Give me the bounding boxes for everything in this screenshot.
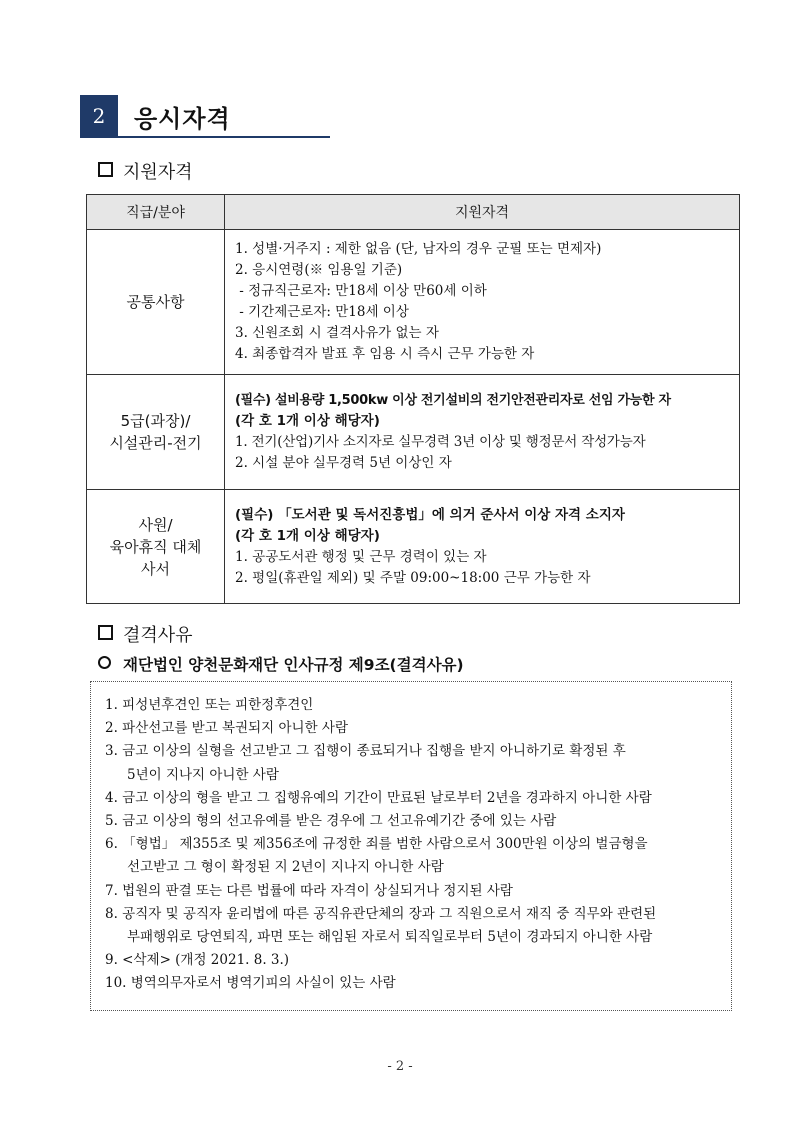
required-note: (각 호 1개 이상 해당자) <box>235 527 380 544</box>
row-qualifications: (필수) 설비용량 1,500kw 이상 전기설비의 전기안전관리자로 선임 가능한 자 (각 호 1개 이상 해당자) 1. 전기(산업)기사 소지자로 실무경력 3년 이상 및 행정문서 작성가능자 2. 시설 분야 실무경력 5년 이상인 자 <box>225 375 740 490</box>
section-underline <box>80 136 330 138</box>
page-number: - 2 - <box>387 1059 413 1074</box>
disqualification-subheading: 재단법인 양천문화재단 인사규정 제9조(결격사유) <box>98 653 464 675</box>
list-item: 1. 피성년후견인 또는 피한정후견인 <box>105 697 314 713</box>
row-category: 5급(과장)/ 시설관리-전기 <box>87 375 225 490</box>
list-item: 2. 파산선고를 받고 복권되지 아니한 사람 <box>105 720 348 737</box>
circle-bullet-icon <box>98 656 111 669</box>
table-header-row <box>87 195 740 230</box>
list-item-continuation: 부패행위로 당연퇴직, 파면 또는 해임된 자로서 퇴직일로부터 5년이 경과되지 아니한 사람 <box>127 929 653 946</box>
table-row <box>87 230 740 375</box>
list-item: 7. 법원의 판결 또는 다른 법률에 따라 자격이 상실되거나 정지된 사람 <box>105 882 513 899</box>
checkbox-square-icon <box>98 162 113 177</box>
list-item: 4. 금고 이상의 형을 받고 그 집행유예의 기간이 만료된 날로부터 2년을 경과하지 아니한 사람 <box>105 789 652 806</box>
qualifications-heading: 지원자격 <box>98 158 193 184</box>
disqualification-heading: 결격사유 <box>98 621 193 647</box>
list-item: 10. 병역의무자로서 병역기피의 사실이 있는 사람 <box>105 975 396 992</box>
table-row <box>87 375 740 490</box>
disqualification-list <box>90 681 732 1011</box>
list-item: 5. 금고 이상의 형의 선고유예를 받은 경우에 그 선고유예기간 중에 있는 사람 <box>105 813 557 830</box>
list-item: 9. <삭제> (개정 2021. 8. 3.) <box>105 952 290 969</box>
list-item-continuation: 선고받고 그 형이 확정된 지 2년이 지나지 아니한 사람 <box>127 859 444 876</box>
section-title: 응시자격 <box>134 105 231 133</box>
list-item: 8. 공직자 및 공직자 윤리법에 따른 공직유관단체의 장과 그 직원으로서 재직 중 직무와 관련된 <box>105 905 657 922</box>
table-row <box>87 490 740 604</box>
row-qualifications: (필수) 「도서관 및 독서진흥법」에 의거 준사서 이상 자격 소지자 (각 호 1개 이상 해당자) 1. 공공도서관 행정 및 근무 경력이 있는 자 2. 평일(휴관일 제외) 및 주말 09:00~18:00 근무 가능한 자 <box>225 490 740 604</box>
list-item: 3. 금고 이상의 실형을 선고받고 그 집행이 종료되거나 집행을 받지 아니하기로 확정된 후 <box>105 743 626 760</box>
checkbox-square-icon <box>98 625 113 640</box>
row-qualifications: 1. 성별·거주지 : 제한 없음 (단, 남자의 경우 군필 또는 면제자) 2. 응시연령(※ 임용일 기준) - 정규직근로자: 만18세 이상 만60세 이하 - 기간제근로자: 만18세 이상 3. 신원조회 시 결격사유가 없는 자 4. 최종합격자 발표 후 임용 시 즉시 근무 가능한 자 <box>225 230 740 375</box>
section-number: 2 <box>80 95 118 137</box>
col-header-qualification: 지원자격 <box>225 195 740 230</box>
row-category: 공통사항 <box>87 230 225 375</box>
row-category: 사원/ 육아휴직 대체 사서 <box>87 490 225 604</box>
qualifications-table <box>86 194 740 604</box>
section-header <box>80 95 330 139</box>
required-note: (각 호 1개 이상 해당자) <box>235 413 380 429</box>
list-item: 6. 「형법」 제355조 및 제356조에 규정한 죄를 범한 사람으로서 300만원 이상의 벌금형을 <box>105 836 648 853</box>
required-qualification: (필수) 설비용량 1,500kw 이상 전기설비의 전기안전관리자로 선임 가능한 자 <box>235 393 671 408</box>
list-item-continuation: 5년이 지나지 아니한 사람 <box>127 766 279 783</box>
col-header-category: 직급/분야 <box>87 195 225 230</box>
required-qualification: (필수) 「도서관 및 독서진흥법」에 의거 준사서 이상 자격 소지자 <box>235 506 625 523</box>
